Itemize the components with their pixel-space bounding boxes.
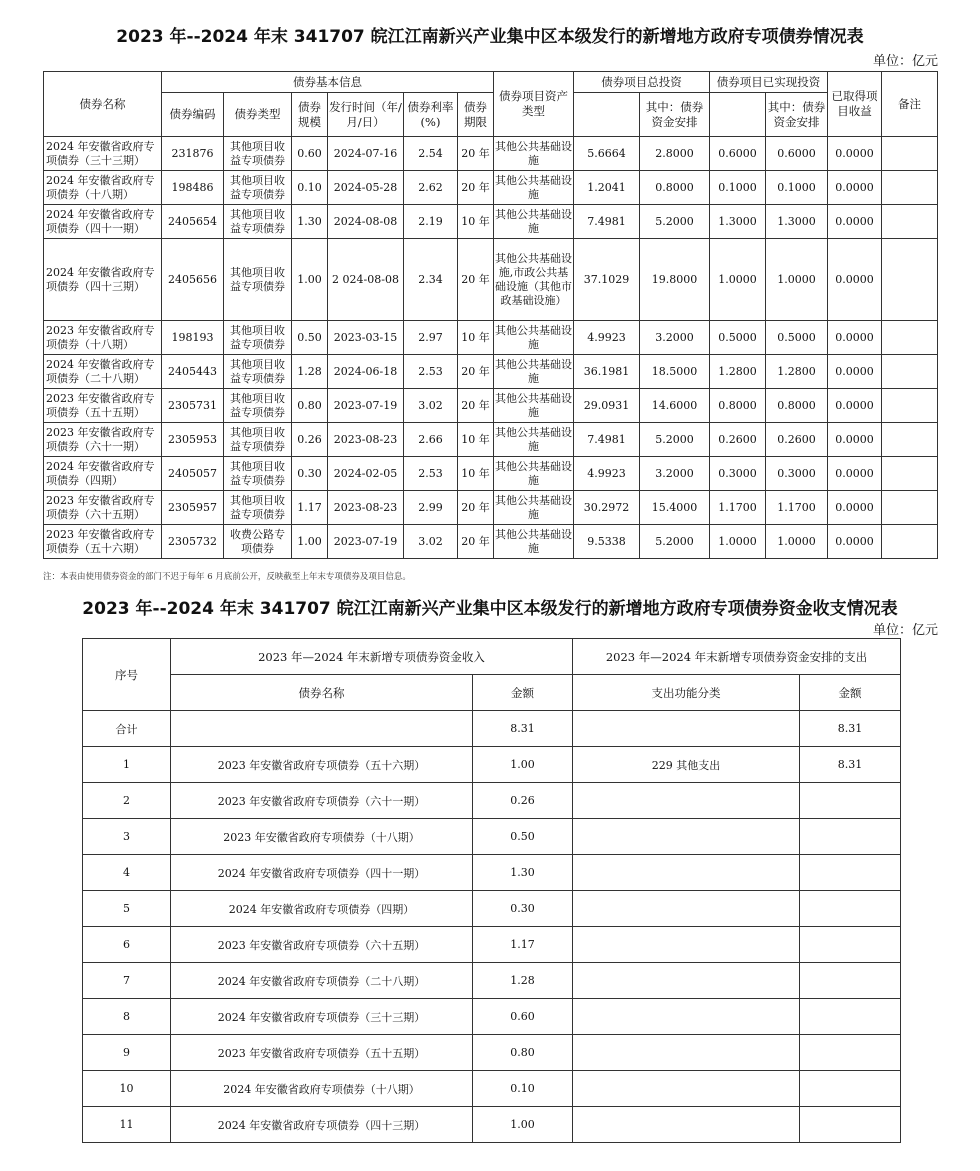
cell-seq: 4 bbox=[83, 855, 171, 891]
cell-interest-rate: 2.66 bbox=[404, 423, 458, 457]
cell-realized-bond-alloc: 1.3000 bbox=[766, 205, 828, 239]
cell-seq: 3 bbox=[83, 819, 171, 855]
cell-realized-investment: 0.3000 bbox=[710, 457, 766, 491]
cell-bond-name: 2023 年安徽省政府专项债券（五十六期） bbox=[44, 525, 162, 559]
table-row bbox=[44, 239, 938, 321]
cell-bond-code: 198486 bbox=[162, 171, 224, 205]
cell-seq: 5 bbox=[83, 891, 171, 927]
header-total-bond-alloc: 其中：债券资金安排 bbox=[640, 93, 710, 137]
cell-remark bbox=[882, 355, 938, 389]
cell-bond-scale: 1.17 bbox=[292, 491, 328, 525]
header-income: 已取得项目收益 bbox=[828, 72, 882, 137]
cell-total-investment: 36.1981 bbox=[574, 355, 640, 389]
cell-bond-alloc: 5.2000 bbox=[640, 205, 710, 239]
cell-bond-name: 2024 年安徽省政府专项债券（四十三期） bbox=[171, 1107, 473, 1143]
cell-function-class bbox=[573, 819, 800, 855]
cell-realized-bond-alloc: 1.0000 bbox=[766, 525, 828, 559]
cell-bond-name: 2024 年安徽省政府专项债券（十八期） bbox=[44, 171, 162, 205]
cell-realized-bond-alloc: 1.0000 bbox=[766, 239, 828, 321]
cell-bond-scale: 0.26 bbox=[292, 423, 328, 457]
cell-realized-bond-alloc: 1.2800 bbox=[766, 355, 828, 389]
header-interest-rate: 债券利率(%) bbox=[404, 93, 458, 137]
cell-income: 0.0000 bbox=[828, 171, 882, 205]
cell-issue-date: 2 024-08-08 bbox=[328, 239, 404, 321]
cell-asset-type: 其他公共基础设施 bbox=[494, 321, 574, 355]
cell-bond-name: 2023 年安徽省政府专项债券（六十五期） bbox=[44, 491, 162, 525]
cell-bond-type: 其他项目收益专项债券 bbox=[224, 491, 292, 525]
cell-realized-investment: 0.5000 bbox=[710, 321, 766, 355]
header-bond-type: 债券类型 bbox=[224, 93, 292, 137]
header-seq: 序号 bbox=[83, 639, 171, 711]
table1-title: 2023 年--2024 年末 341707 皖江江南新兴产业集中区本级发行的新增地方政府专项债券情况表 bbox=[116, 27, 864, 47]
cell-income: 0.0000 bbox=[828, 205, 882, 239]
table-row bbox=[83, 963, 901, 999]
cell-function-amount bbox=[800, 999, 901, 1035]
header-basic-info: 债券基本信息 bbox=[162, 72, 494, 93]
cell-income: 0.0000 bbox=[828, 239, 882, 321]
cell-function-amount bbox=[800, 1035, 901, 1071]
table-row bbox=[44, 137, 938, 171]
header-realized-investment: 债券项目已实现投资 bbox=[710, 72, 828, 93]
cell-amount: 8.31 bbox=[473, 711, 573, 747]
cell-bond-type: 其他项目收益专项债券 bbox=[224, 137, 292, 171]
cell-realized-investment: 1.2800 bbox=[710, 355, 766, 389]
cell-realized-investment: 1.3000 bbox=[710, 205, 766, 239]
cell-term: 10 年 bbox=[458, 423, 494, 457]
cell-amount: 1.17 bbox=[473, 927, 573, 963]
cell-function-amount bbox=[800, 891, 901, 927]
cell-remark bbox=[882, 321, 938, 355]
cell-income: 0.0000 bbox=[828, 457, 882, 491]
header-income-group: 2023 年—2024 年末新增专项债券资金收入 bbox=[171, 639, 573, 675]
cell-bond-alloc: 14.6000 bbox=[640, 389, 710, 423]
cell-bond-alloc: 18.5000 bbox=[640, 355, 710, 389]
cell-bond-type: 其他项目收益专项债券 bbox=[224, 205, 292, 239]
cell-realized-investment: 0.8000 bbox=[710, 389, 766, 423]
cell-seq: 1 bbox=[83, 747, 171, 783]
table-row bbox=[44, 205, 938, 239]
cell-asset-type: 其他公共基础设施 bbox=[494, 205, 574, 239]
cell-bond-type: 收费公路专项债券 bbox=[224, 525, 292, 559]
cell-bond-name: 2023 年安徽省政府专项债券（十八期） bbox=[171, 819, 473, 855]
cell-issue-date: 2023-08-23 bbox=[328, 423, 404, 457]
cell-remark bbox=[882, 525, 938, 559]
cell-term: 20 年 bbox=[458, 137, 494, 171]
cell-realized-investment: 1.1700 bbox=[710, 491, 766, 525]
table-row bbox=[83, 1071, 901, 1107]
cell-bond-code: 2405443 bbox=[162, 355, 224, 389]
cell-amount: 1.00 bbox=[473, 1107, 573, 1143]
cell-bond-scale: 0.50 bbox=[292, 321, 328, 355]
cell-amount: 0.30 bbox=[473, 891, 573, 927]
bond-info-table bbox=[43, 71, 938, 559]
cell-income: 0.0000 bbox=[828, 423, 882, 457]
cell-amount: 1.28 bbox=[473, 963, 573, 999]
table-row bbox=[83, 747, 901, 783]
cell-interest-rate: 2.34 bbox=[404, 239, 458, 321]
cell-seq: 合计 bbox=[83, 711, 171, 747]
cell-bond-name: 2024 年安徽省政府专项债券（三十三期） bbox=[171, 999, 473, 1035]
cell-bond-scale: 0.60 bbox=[292, 137, 328, 171]
table-row bbox=[83, 711, 901, 747]
cell-bond-scale: 0.10 bbox=[292, 171, 328, 205]
cell-seq: 11 bbox=[83, 1107, 171, 1143]
cell-bond-scale: 0.30 bbox=[292, 457, 328, 491]
cell-issue-date: 2023-08-23 bbox=[328, 491, 404, 525]
cell-total-investment: 1.2041 bbox=[574, 171, 640, 205]
cell-function-class: 229 其他支出 bbox=[573, 747, 800, 783]
cell-total-investment: 9.5338 bbox=[574, 525, 640, 559]
table-row bbox=[83, 927, 901, 963]
table-row bbox=[83, 855, 901, 891]
cell-bond-alloc: 2.8000 bbox=[640, 137, 710, 171]
table-row bbox=[44, 491, 938, 525]
cell-interest-rate: 2.19 bbox=[404, 205, 458, 239]
cell-bond-name bbox=[171, 711, 473, 747]
header-issue-date: 发行时间（年/月/日） bbox=[328, 93, 404, 137]
cell-asset-type: 其他公共基础设施 bbox=[494, 423, 574, 457]
cell-issue-date: 2024-07-16 bbox=[328, 137, 404, 171]
header-function-class: 支出功能分类 bbox=[573, 675, 800, 711]
cell-asset-type: 其他公共基础设施 bbox=[494, 171, 574, 205]
cell-realized-investment: 0.2600 bbox=[710, 423, 766, 457]
cell-function-amount bbox=[800, 963, 901, 999]
cell-bond-scale: 0.80 bbox=[292, 389, 328, 423]
cell-function-class bbox=[573, 891, 800, 927]
cell-amount: 0.60 bbox=[473, 999, 573, 1035]
cell-function-amount bbox=[800, 783, 901, 819]
header-total-investment: 债券项目总投资 bbox=[574, 72, 710, 93]
cell-total-investment: 29.0931 bbox=[574, 389, 640, 423]
cell-interest-rate: 2.62 bbox=[404, 171, 458, 205]
cell-term: 10 年 bbox=[458, 457, 494, 491]
cell-interest-rate: 2.53 bbox=[404, 355, 458, 389]
header-total-blank bbox=[574, 93, 640, 137]
cell-interest-rate: 2.99 bbox=[404, 491, 458, 525]
cell-total-investment: 5.6664 bbox=[574, 137, 640, 171]
cell-function-amount bbox=[800, 855, 901, 891]
cell-income: 0.0000 bbox=[828, 525, 882, 559]
cell-bond-code: 2305732 bbox=[162, 525, 224, 559]
cell-amount: 0.10 bbox=[473, 1071, 573, 1107]
cell-function-class bbox=[573, 963, 800, 999]
table-row bbox=[44, 171, 938, 205]
cell-bond-name: 2023 年安徽省政府专项债券（十八期） bbox=[44, 321, 162, 355]
cell-bond-name: 2024 年安徽省政府专项债券（四十三期） bbox=[44, 239, 162, 321]
cell-bond-code: 231876 bbox=[162, 137, 224, 171]
cell-remark bbox=[882, 423, 938, 457]
cell-asset-type: 其他公共基础设施 bbox=[494, 137, 574, 171]
cell-bond-name: 2023 年安徽省政府专项债券（六十一期） bbox=[44, 423, 162, 457]
cell-term: 10 年 bbox=[458, 205, 494, 239]
cell-term: 20 年 bbox=[458, 355, 494, 389]
cell-realized-investment: 0.1000 bbox=[710, 171, 766, 205]
table-row bbox=[83, 999, 901, 1035]
cell-bond-type: 其他项目收益专项债券 bbox=[224, 321, 292, 355]
cell-interest-rate: 3.02 bbox=[404, 525, 458, 559]
header-realized-blank bbox=[710, 93, 766, 137]
cell-bond-alloc: 19.8000 bbox=[640, 239, 710, 321]
cell-seq: 10 bbox=[83, 1071, 171, 1107]
cell-remark bbox=[882, 491, 938, 525]
table-row bbox=[83, 1107, 901, 1143]
cell-realized-investment: 0.6000 bbox=[710, 137, 766, 171]
table2-unit: 单位：亿元 bbox=[872, 623, 938, 638]
cell-function-amount: 8.31 bbox=[800, 711, 901, 747]
cell-remark bbox=[882, 137, 938, 171]
cell-realized-bond-alloc: 0.1000 bbox=[766, 171, 828, 205]
cell-remark bbox=[882, 389, 938, 423]
cell-bond-name: 2024 年安徽省政府专项债券（三十三期） bbox=[44, 137, 162, 171]
cell-interest-rate: 2.53 bbox=[404, 457, 458, 491]
fund-flow-table bbox=[82, 638, 901, 1143]
header-realized-bond-alloc: 其中：债券资金安排 bbox=[766, 93, 828, 137]
table-row bbox=[83, 819, 901, 855]
cell-bond-code: 2305957 bbox=[162, 491, 224, 525]
cell-seq: 2 bbox=[83, 783, 171, 819]
cell-issue-date: 2024-02-05 bbox=[328, 457, 404, 491]
cell-asset-type: 其他公共基础设施 bbox=[494, 355, 574, 389]
cell-bond-name: 2024 年安徽省政府专项债券（四期） bbox=[171, 891, 473, 927]
cell-bond-name: 2024 年安徽省政府专项债券（四十一期） bbox=[171, 855, 473, 891]
cell-total-investment: 30.2972 bbox=[574, 491, 640, 525]
cell-term: 20 年 bbox=[458, 171, 494, 205]
cell-bond-alloc: 0.8000 bbox=[640, 171, 710, 205]
header-bond-scale: 债券规模 bbox=[292, 93, 328, 137]
cell-function-amount bbox=[800, 1107, 901, 1143]
cell-seq: 6 bbox=[83, 927, 171, 963]
cell-function-amount: 8.31 bbox=[800, 747, 901, 783]
cell-bond-alloc: 15.4000 bbox=[640, 491, 710, 525]
cell-seq: 9 bbox=[83, 1035, 171, 1071]
table-row bbox=[44, 525, 938, 559]
cell-issue-date: 2024-05-28 bbox=[328, 171, 404, 205]
cell-issue-date: 2023-03-15 bbox=[328, 321, 404, 355]
table1-unit: 单位：亿元 bbox=[872, 54, 938, 69]
cell-bond-name: 2024 年安徽省政府专项债券（二十八期） bbox=[44, 355, 162, 389]
cell-realized-bond-alloc: 0.6000 bbox=[766, 137, 828, 171]
cell-bond-type: 其他项目收益专项债券 bbox=[224, 457, 292, 491]
cell-total-investment: 7.4981 bbox=[574, 205, 640, 239]
cell-realized-bond-alloc: 0.2600 bbox=[766, 423, 828, 457]
cell-amount: 0.50 bbox=[473, 819, 573, 855]
cell-bond-name: 2023 年安徽省政府专项债券（五十五期） bbox=[171, 1035, 473, 1071]
cell-term: 10 年 bbox=[458, 321, 494, 355]
cell-bond-alloc: 3.2000 bbox=[640, 457, 710, 491]
header-remark: 备注 bbox=[882, 72, 938, 137]
cell-issue-date: 2023-07-19 bbox=[328, 525, 404, 559]
cell-realized-investment: 1.0000 bbox=[710, 525, 766, 559]
cell-remark bbox=[882, 239, 938, 321]
cell-realized-bond-alloc: 0.3000 bbox=[766, 457, 828, 491]
cell-bond-name: 2024 年安徽省政府专项债券（四十一期） bbox=[44, 205, 162, 239]
cell-term: 20 年 bbox=[458, 491, 494, 525]
cell-function-class bbox=[573, 711, 800, 747]
cell-bond-type: 其他项目收益专项债券 bbox=[224, 239, 292, 321]
cell-income: 0.0000 bbox=[828, 137, 882, 171]
cell-bond-type: 其他项目收益专项债券 bbox=[224, 171, 292, 205]
cell-remark bbox=[882, 205, 938, 239]
cell-function-amount bbox=[800, 927, 901, 963]
cell-income: 0.0000 bbox=[828, 491, 882, 525]
header-amount-income: 金额 bbox=[473, 675, 573, 711]
cell-income: 0.0000 bbox=[828, 389, 882, 423]
cell-realized-bond-alloc: 0.8000 bbox=[766, 389, 828, 423]
table-row bbox=[83, 783, 901, 819]
cell-function-class bbox=[573, 1035, 800, 1071]
cell-interest-rate: 2.97 bbox=[404, 321, 458, 355]
cell-bond-name: 2024 年安徽省政府专项债券（四期） bbox=[44, 457, 162, 491]
cell-amount: 1.00 bbox=[473, 747, 573, 783]
cell-function-class bbox=[573, 783, 800, 819]
header-asset-type: 债券项目资产类型 bbox=[494, 72, 574, 137]
cell-bond-name: 2023 年安徽省政府专项债券（五十五期） bbox=[44, 389, 162, 423]
cell-realized-bond-alloc: 0.5000 bbox=[766, 321, 828, 355]
cell-interest-rate: 2.54 bbox=[404, 137, 458, 171]
cell-bond-name: 2024 年安徽省政府专项债券（十八期） bbox=[171, 1071, 473, 1107]
cell-remark bbox=[882, 457, 938, 491]
table1-note: 注：本表由使用债券资金的部门不迟于每年 6 月底前公开，反映截至上年末专项债券及项目信息。 bbox=[43, 572, 411, 582]
cell-remark bbox=[882, 171, 938, 205]
cell-bond-code: 198193 bbox=[162, 321, 224, 355]
cell-function-class bbox=[573, 1071, 800, 1107]
cell-total-investment: 4.9923 bbox=[574, 321, 640, 355]
cell-total-investment: 4.9923 bbox=[574, 457, 640, 491]
header-bond-name: 债券名称 bbox=[44, 72, 162, 137]
cell-function-class bbox=[573, 1107, 800, 1143]
cell-interest-rate: 3.02 bbox=[404, 389, 458, 423]
cell-seq: 7 bbox=[83, 963, 171, 999]
table-row bbox=[44, 457, 938, 491]
cell-bond-code: 2405654 bbox=[162, 205, 224, 239]
cell-bond-scale: 1.30 bbox=[292, 205, 328, 239]
header-amount-expense: 金额 bbox=[800, 675, 901, 711]
header-expense-group: 2023 年—2024 年末新增专项债券资金安排的支出 bbox=[573, 639, 901, 675]
cell-function-amount bbox=[800, 1071, 901, 1107]
cell-realized-investment: 1.0000 bbox=[710, 239, 766, 321]
cell-bond-code: 2405656 bbox=[162, 239, 224, 321]
cell-bond-alloc: 5.2000 bbox=[640, 525, 710, 559]
cell-bond-code: 2305953 bbox=[162, 423, 224, 457]
cell-amount: 0.80 bbox=[473, 1035, 573, 1071]
cell-bond-code: 2405057 bbox=[162, 457, 224, 491]
cell-realized-bond-alloc: 1.1700 bbox=[766, 491, 828, 525]
cell-function-class bbox=[573, 999, 800, 1035]
cell-total-investment: 7.4981 bbox=[574, 423, 640, 457]
table2-title: 2023 年--2024 年末 341707 皖江江南新兴产业集中区本级发行的新增地方政府专项债券资金收支情况表 bbox=[82, 599, 898, 619]
table-row bbox=[44, 321, 938, 355]
cell-bond-scale: 1.28 bbox=[292, 355, 328, 389]
cell-total-investment: 37.1029 bbox=[574, 239, 640, 321]
cell-term: 20 年 bbox=[458, 239, 494, 321]
cell-term: 20 年 bbox=[458, 525, 494, 559]
cell-income: 0.0000 bbox=[828, 321, 882, 355]
cell-function-class bbox=[573, 855, 800, 891]
cell-bond-type: 其他项目收益专项债券 bbox=[224, 423, 292, 457]
cell-bond-scale: 1.00 bbox=[292, 239, 328, 321]
cell-bond-scale: 1.00 bbox=[292, 525, 328, 559]
table-row bbox=[44, 389, 938, 423]
cell-function-amount bbox=[800, 819, 901, 855]
cell-bond-name: 2023 年安徽省政府专项债券（六十一期） bbox=[171, 783, 473, 819]
cell-term: 20 年 bbox=[458, 389, 494, 423]
cell-function-class bbox=[573, 927, 800, 963]
cell-bond-name: 2023 年安徽省政府专项债券（五十六期） bbox=[171, 747, 473, 783]
table-row bbox=[83, 1035, 901, 1071]
header-bond-code: 债券编码 bbox=[162, 93, 224, 137]
cell-bond-alloc: 5.2000 bbox=[640, 423, 710, 457]
cell-income: 0.0000 bbox=[828, 355, 882, 389]
cell-asset-type: 其他公共基础设施 bbox=[494, 491, 574, 525]
cell-amount: 1.30 bbox=[473, 855, 573, 891]
cell-bond-type: 其他项目收益专项债券 bbox=[224, 389, 292, 423]
cell-bond-name: 2024 年安徽省政府专项债券（二十八期） bbox=[171, 963, 473, 999]
cell-bond-type: 其他项目收益专项债券 bbox=[224, 355, 292, 389]
table-row bbox=[44, 355, 938, 389]
cell-asset-type: 其他公共基础设施,市政公共基础设施（其他市政基础设施） bbox=[494, 239, 574, 321]
table-row bbox=[44, 423, 938, 457]
header-bond-name: 债券名称 bbox=[171, 675, 473, 711]
cell-asset-type: 其他公共基础设施 bbox=[494, 525, 574, 559]
cell-issue-date: 2024-08-08 bbox=[328, 205, 404, 239]
cell-bond-alloc: 3.2000 bbox=[640, 321, 710, 355]
cell-issue-date: 2024-06-18 bbox=[328, 355, 404, 389]
cell-issue-date: 2023-07-19 bbox=[328, 389, 404, 423]
cell-bond-code: 2305731 bbox=[162, 389, 224, 423]
cell-bond-name: 2023 年安徽省政府专项债券（六十五期） bbox=[171, 927, 473, 963]
header-term: 债券期限 bbox=[458, 93, 494, 137]
table-row bbox=[83, 891, 901, 927]
cell-asset-type: 其他公共基础设施 bbox=[494, 389, 574, 423]
cell-asset-type: 其他公共基础设施 bbox=[494, 457, 574, 491]
cell-seq: 8 bbox=[83, 999, 171, 1035]
cell-amount: 0.26 bbox=[473, 783, 573, 819]
